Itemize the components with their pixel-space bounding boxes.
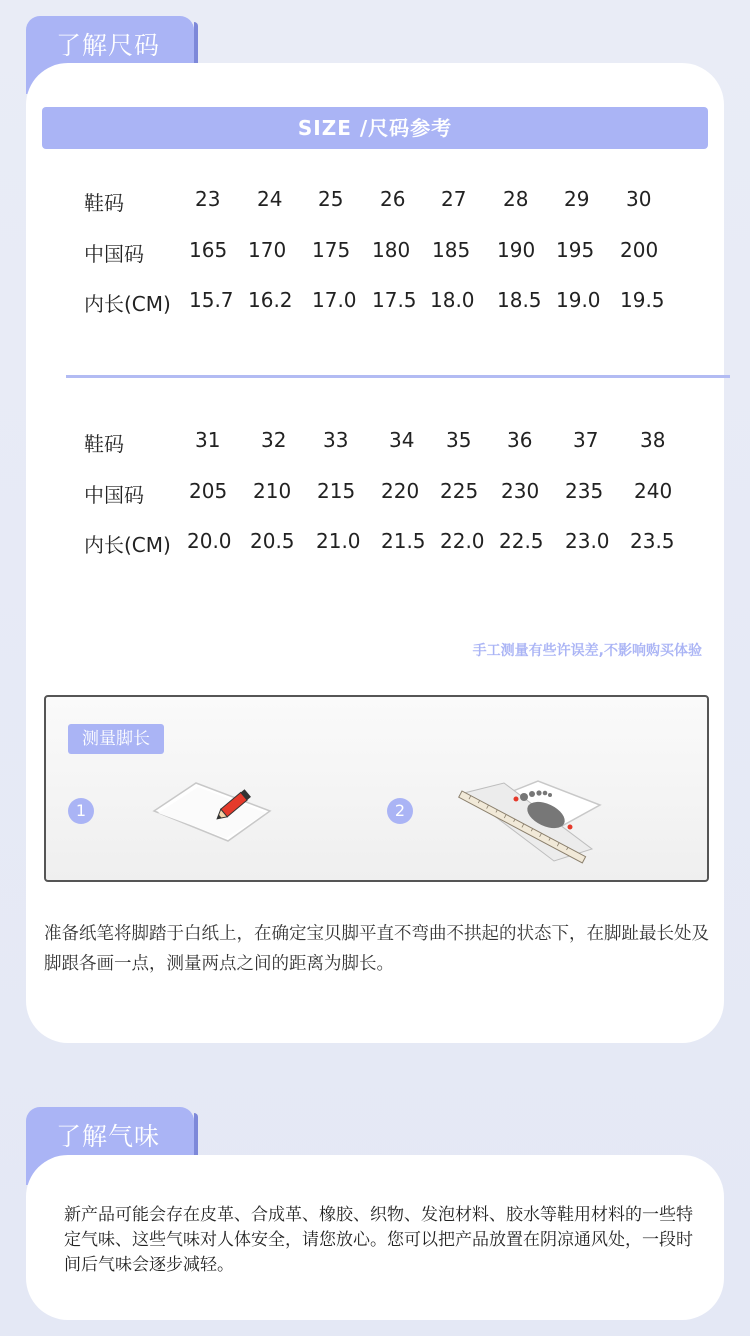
table-cell: 21.5: [381, 529, 426, 553]
table-cell: 15.7: [189, 288, 234, 312]
table-cell: 18.0: [430, 288, 475, 312]
table-cell: 33: [323, 428, 349, 452]
table-row: [26, 288, 724, 318]
row-label: 鞋码: [84, 191, 124, 215]
row-label: 中国码: [84, 242, 144, 266]
paper-pencil-icon: [146, 775, 276, 847]
measure-instructions: 准备纸笔将脚踏于白纸上，在确定宝贝脚平直不弯曲不拱起的状态下，在脚趾最长处及脚跟各画一点，测量两点之间的距离为脚长。: [44, 924, 709, 974]
table-cell: 230: [501, 479, 540, 503]
table-cell: 16.2: [248, 288, 293, 312]
table-cell: 22.0: [440, 529, 485, 553]
table-cell: 32: [261, 428, 287, 452]
table-cell: 225: [440, 479, 479, 503]
row-label: 鞋码: [84, 432, 124, 456]
table-row: [26, 238, 724, 268]
table-cell: 18.5: [497, 288, 542, 312]
table-cell: 21.0: [316, 529, 361, 553]
odor-section-title: 了解气味: [56, 1122, 161, 1151]
table-cell: 25: [318, 187, 344, 211]
table-cell: 20.0: [187, 529, 232, 553]
measure-foot-tag: 测量脚长: [68, 724, 164, 754]
size-card: [26, 63, 724, 1043]
table-cell: 22.5: [499, 529, 544, 553]
table-cell: 215: [317, 479, 356, 503]
table-cell: 200: [620, 238, 659, 262]
table-cell: 30: [626, 187, 652, 211]
table-cell: 37: [573, 428, 599, 452]
table-cell: 205: [189, 479, 228, 503]
table-divider: [66, 375, 730, 378]
step-1-badge: 1: [68, 798, 94, 824]
table-cell: 170: [248, 238, 287, 262]
table-cell: 195: [556, 238, 595, 262]
table-cell: 31: [195, 428, 221, 452]
table-cell: 24: [257, 187, 283, 211]
table-cell: 180: [372, 238, 411, 262]
odor-card: [26, 1155, 724, 1320]
table-cell: 23.0: [565, 529, 610, 553]
table-row: [26, 187, 724, 217]
table-cell: 19.5: [620, 288, 665, 312]
measurement-error-note: 手工测量有些许误差,不影响购买体验: [472, 643, 702, 659]
table-cell: 235: [565, 479, 604, 503]
table-cell: 38: [640, 428, 666, 452]
table-cell: 34: [389, 428, 415, 452]
table-cell: 165: [189, 238, 228, 262]
row-label: 中国码: [84, 483, 144, 507]
table-cell: 17.5: [372, 288, 417, 312]
table-cell: 220: [381, 479, 420, 503]
row-label: 内长(CM): [84, 533, 171, 557]
table-cell: 35: [446, 428, 472, 452]
table-cell: 26: [380, 187, 406, 211]
row-label: 内长(CM): [84, 292, 171, 316]
measure-foot-panel: [44, 695, 709, 882]
table-cell: 27: [441, 187, 467, 211]
table-cell: 29: [564, 187, 590, 211]
table-cell: 240: [634, 479, 673, 503]
table-cell: 28: [503, 187, 529, 211]
table-cell: 20.5: [250, 529, 295, 553]
foot-ruler-icon: [458, 775, 608, 865]
table-cell: 190: [497, 238, 536, 262]
table-cell: 36: [507, 428, 533, 452]
step-2-badge: 2: [387, 798, 413, 824]
table-cell: 19.0: [556, 288, 601, 312]
table-cell: 175: [312, 238, 351, 262]
table-cell: 23: [195, 187, 221, 211]
size-section-title: 了解尺码: [56, 31, 161, 60]
table-cell: 23.5: [630, 529, 675, 553]
table-cell: 185: [432, 238, 471, 262]
table-cell: 17.0: [312, 288, 357, 312]
table-row: [26, 428, 724, 458]
size-reference-banner: SIZE /尺码参考: [42, 107, 708, 149]
table-row: [26, 479, 724, 509]
table-cell: 210: [253, 479, 292, 503]
odor-description: 新产品可能会存在皮革、合成革、橡胶、织物、发泡材料、胶水等鞋用材料的一些特定气味、这些气味对人体安全，请您放心。您可以把产品放置在阴凉通风处，一段时间后气味会逐步减轻。: [64, 1205, 693, 1275]
table-row: [26, 529, 724, 559]
